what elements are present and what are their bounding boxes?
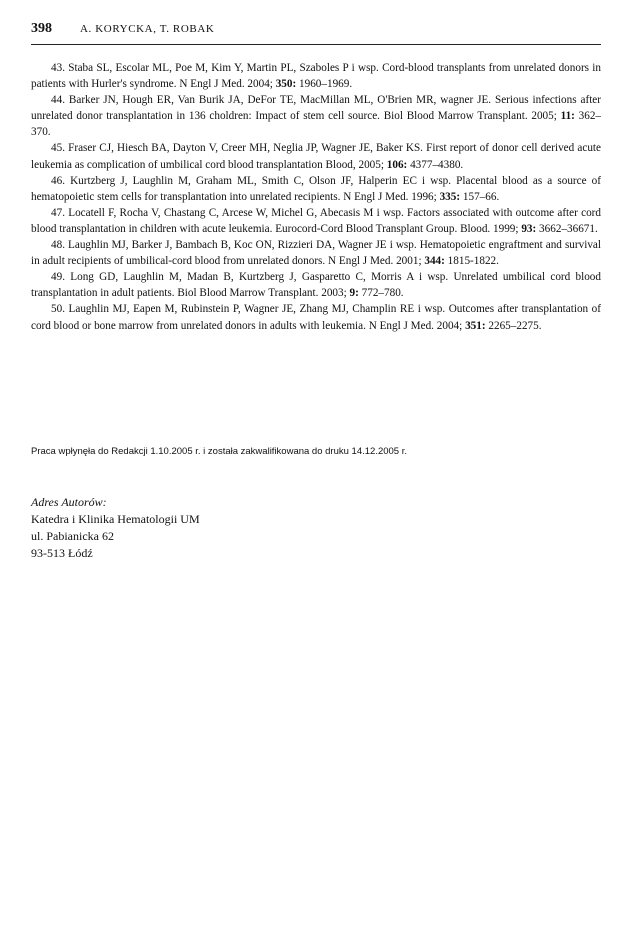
address-line-city: 93-513 Łódź xyxy=(31,546,93,560)
received-note: Praca wpłynęła do Redakcji 1.10.2005 r. i została zakwalifikowana do druku 14.12.2005 r. xyxy=(31,446,408,457)
reference-46: 46. Kurtzberg J, Laughlin M, Graham ML, Smith C, Olson JF, Halperin EC i wsp. Placental blood as a source of hematopoietic stem cells for transplantation into unrelated recipients. N Engl J Med. 1996; 335: 157–66. xyxy=(31,174,601,203)
author-address xyxy=(31,494,431,562)
reference-43: 43. Staba SL, Escolar ML, Poe M, Kim Y, Martin PL, Szaboles P i wsp. Cord-blood transplants from unrelated donors in patients with Hurler's syndrome. N Engl J Med. 2004; 350: 1960–1969. xyxy=(31,62,601,91)
running-title: A. KORYCKA, T. ROBAK xyxy=(80,23,215,35)
reference-47: 47. Locatell F, Rocha V, Chastang C, Arcese W, Michel G, Abecasis M i wsp. Factors associated with outcome after cord blood transplantation in children with acute leukemia. Eurocord-Cord Blood Transplant Group. Blood. 1999; 93: 3662–36671. xyxy=(31,206,601,235)
reference-49: 49. Long GD, Laughlin M, Madan B, Kurtzberg J, Gasparetto C, Morris A i wsp. Unrelated umbilical cord blood transplantation in adult patients. Biol Blood Marrow Transplant. 2003; 9: 772–780. xyxy=(31,271,601,300)
address-label: Adres Autorów: xyxy=(31,495,107,509)
address-line-department: Katedra i Klinika Hematologii UM xyxy=(31,512,200,526)
address-line-street: ul. Pabianicka 62 xyxy=(31,529,114,543)
header-rule xyxy=(31,44,601,45)
reference-44: 44. Barker JN, Hough ER, Van Burik JA, DeFor TE, MacMillan ML, O'Brien MR, wagner JE. Serious infections after unrelated donor transplantation in 136 choldren: Impact of stem cell source. Biol Blood Marrow Transplant. 2005; 11: 362–370. xyxy=(31,94,602,139)
reference-48: 48. Laughlin MJ, Barker J, Bambach B, Koc ON, Rizzieri DA, Wagner JE i wsp. Hematopoietic engraftment and survival in adult recipients of umbilical-cord blood from unrelated donors. N Engl J Med. 2001; 344: 1815-1822. xyxy=(31,239,601,268)
page-number: 398 xyxy=(31,21,52,36)
running-header xyxy=(31,21,601,45)
reference-50: 50. Laughlin MJ, Eapen M, Rubinstein P, Wagner JE, Zhang MJ, Champlin RE i wsp. Outcomes after transplantation of cord blood or bone marrow from unrelated donors in adults with leukemia. N Engl J Med. 2004; 351: 2265–2275. xyxy=(31,303,601,332)
reference-list xyxy=(31,60,601,334)
reference-45: 45. Fraser CJ, Hiesch BA, Dayton V, Creer MH, Neglia JP, Wagner JE, Baker KS. First report of donor cell derived acute leukemia as complication of umbilical cord blood transplantation Blood, 2005; 106: 4377–4380. xyxy=(31,142,601,171)
